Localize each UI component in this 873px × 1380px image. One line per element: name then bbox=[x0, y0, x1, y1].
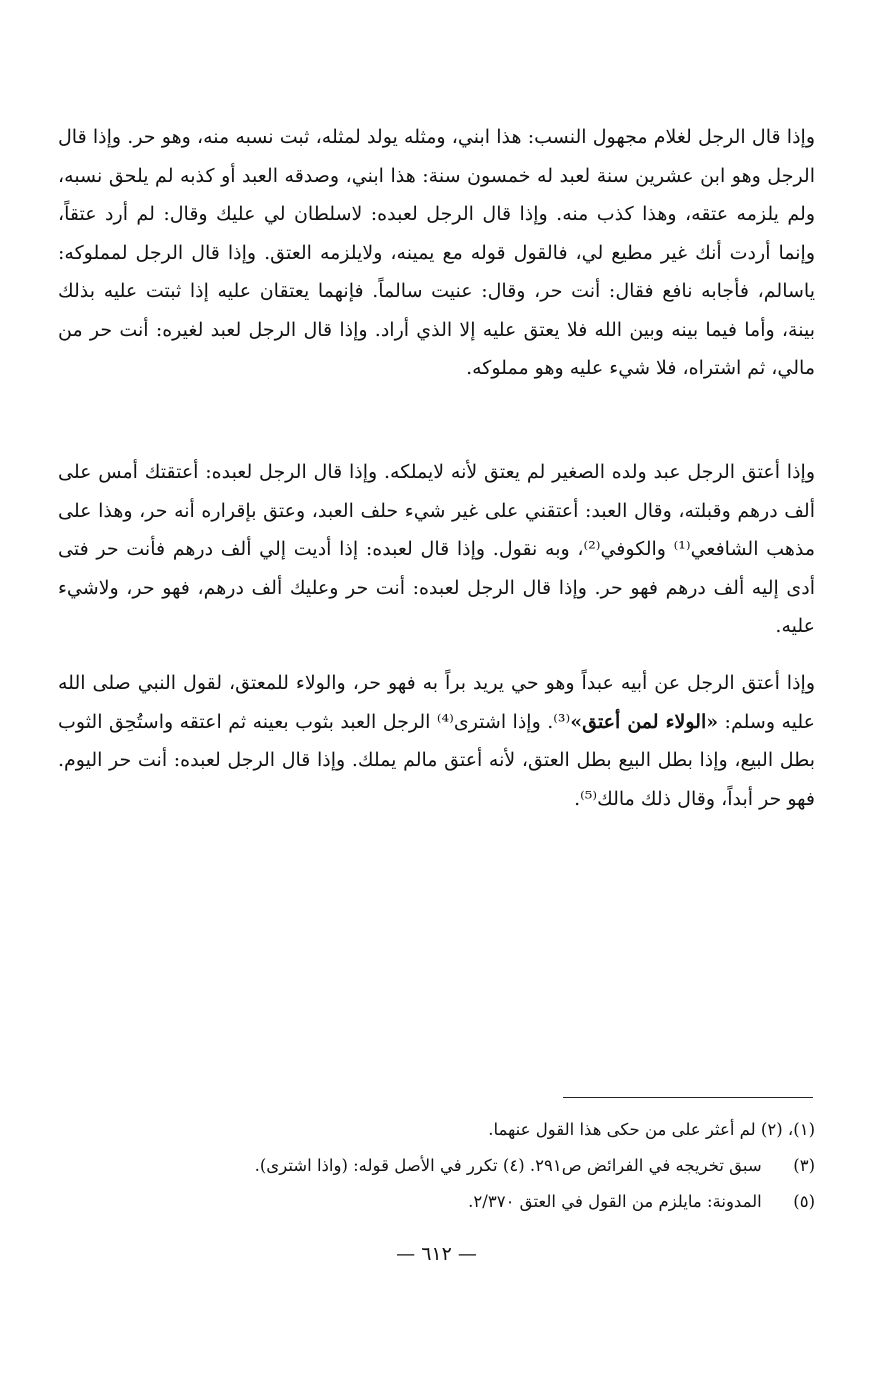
paragraph-2: وإذا أعتق الرجل عبد ولده الصغير لم يعتق لأنه لايملكه. وإذا قال الرجل لعبده: أعتقتك أمس على ألف درهم وقبلته، وقال العبد: أعتقني على غير شيء حلف العبد، وعتق بإقراره أنه حر، وهذا على مذهب الشافعي⁽¹⁾ والكوفي⁽²⁾، وبه نقول. وإذا قال لعبده: إذا أديت إلي ألف درهم فأنت حر فتى أدى إليه ألف درهم فهو حر. وإذا قال الرجل لعبده: أنت حر وعليك ألف درهم، فهو حر، ولاشيء عليه. bbox=[58, 461, 815, 637]
page-number: — ٦١٢ — bbox=[396, 1243, 477, 1265]
footnote-2-text: سبق تخريجه في الفرائض ص٢٩١. (٤) تكرر في الأصل قوله: (واذا اشترى). bbox=[254, 1156, 762, 1175]
footnote-separator bbox=[563, 1097, 813, 1098]
footnote-3-number: (٥) bbox=[793, 1192, 815, 1211]
paragraph-3 bbox=[58, 664, 815, 818]
footnote-3 bbox=[58, 1184, 815, 1220]
footnote-3-text: المدونة: مايلزم من القول في العتق ٢/٣٧٠. bbox=[468, 1192, 762, 1211]
footnote-1 bbox=[58, 1112, 815, 1148]
hadith-quote: «الولاء لمن أعتق» bbox=[570, 710, 719, 733]
paragraph-3-text-a: وإذا أعتق الرجل عن أبيه عبداً وهو حي يريد براً به فهو حر، والولاء للمعتق، لقول النبي صلى الله عليه وسلم: bbox=[58, 672, 815, 733]
footnote-2-number: (٣) bbox=[793, 1156, 815, 1175]
footnote-1-text: لم أعثر على من حكى هذا القول عنهما. bbox=[488, 1120, 756, 1139]
footnotes bbox=[58, 1112, 815, 1220]
paragraph-3-text-b: ⁽³⁾. وإذا اشترى⁽⁴⁾ الرجل العبد بثوب بعينه ثم اعتقه واستُحِق الثوب بطل البيع، وإذا بطل البيع بطل العتق، لأنه أعتق مالم يملك. وإذا قال الرجل لعبده: أنت حر اليوم. فهو حر أبداً، وقال ذلك مالك⁽⁵⁾. bbox=[58, 710, 815, 810]
footnote-1-number: (١)، (٢) bbox=[760, 1120, 815, 1139]
paragraph-1: وإذا قال الرجل لغلام مجهول النسب: هذا ابني، ومثله يولد لمثله، ثبت نسبه منه، وهو حر. وإذا قال الرجل وهو ابن عشرين سنة لعبد له خمسون سنة: هذا ابني، وصدقه العبد أو كذبه لم يلحق نسبه، ولم يلزمه عتقه، وهذا كذب منه. وإذا قال الرجل لعبده: لاسلطان لي عليك وقال: لم أرد عتقاً، وإنما أردت أنك غير مطيع لي، فالقول قوله مع يمينه، ولايلزمه العتق. وإذا قال الرجل لمملوكه: ياسالم، فأجابه نافع فقال: أنت حر، وقال: عنيت سالماً. فإنهما يعتقان عليه إذا ثبتت عليه بذلك بينة، وأما فيما بينه وبين الله فلا يعتق عليه إلا الذي أراد. وإذا قال الرجل لعبد لغيره: أنت حر من مالي، ثم اشتراه، فلا شيء عليه وهو مملوكه. bbox=[58, 126, 815, 379]
footnote-2 bbox=[58, 1148, 815, 1184]
